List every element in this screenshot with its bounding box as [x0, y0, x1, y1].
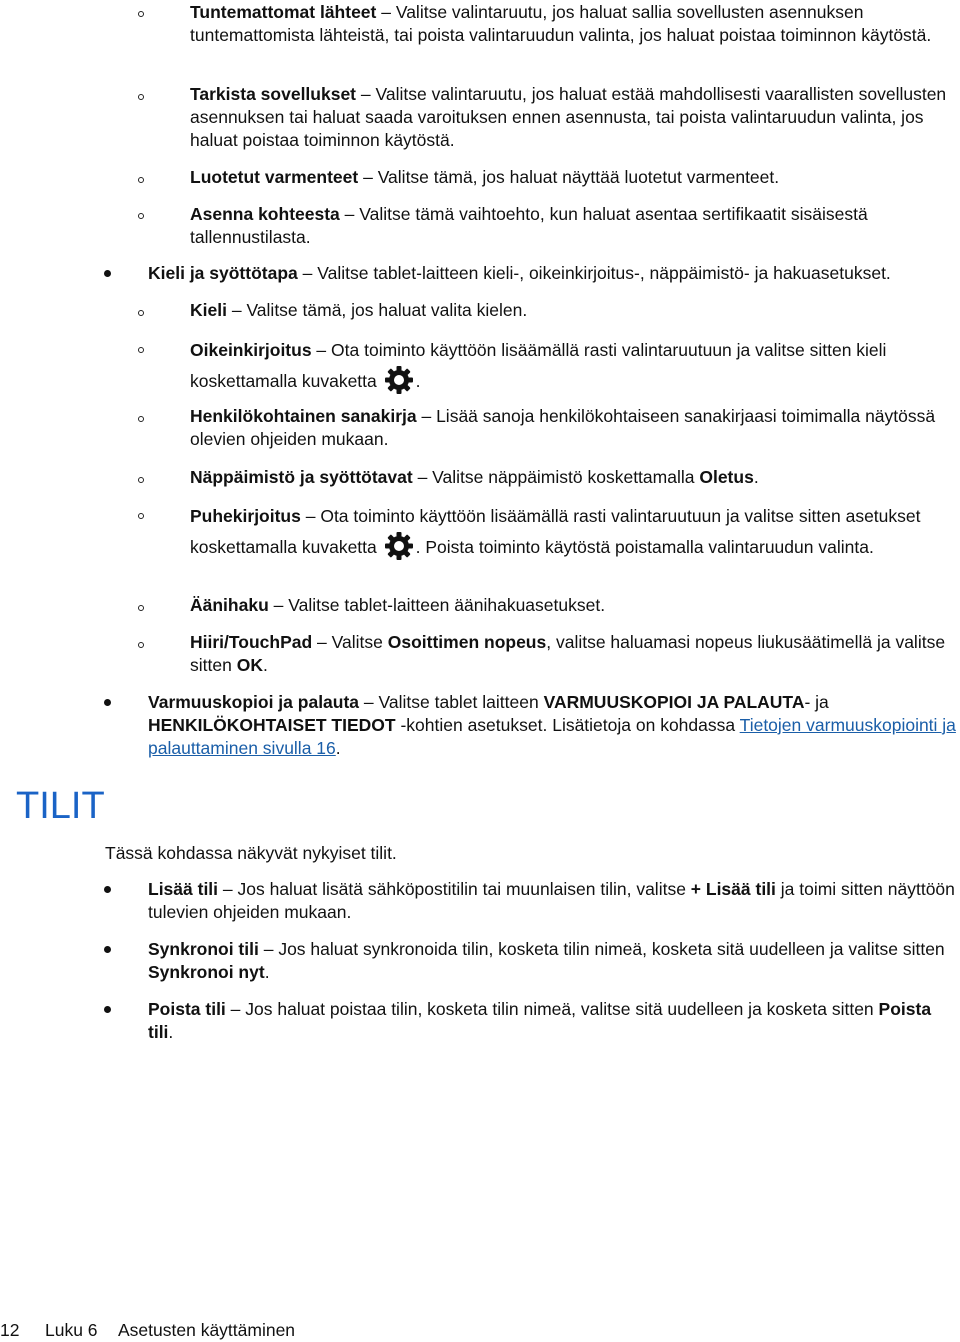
sub-bullet [138, 310, 144, 316]
sub-bullet [138, 513, 144, 519]
list-item: Tuntemattomat lähteet – Valitse valintaruutu, jos haluat sallia sovellusten asennuksen tuntemattomista lähteistä, tai poista valintaruudun valinta, jos haluat poistaa toiminnon käytöstä. [190, 2, 932, 45]
section-heading: TILIT [16, 785, 105, 827]
list-item: Oikeinkirjoitus – Ota toiminto käyttöön lisäämällä rasti valintaruutuun ja valitse sitten kieli koskettamalla kuvaketta . [190, 336, 955, 396]
bullet [104, 946, 111, 953]
list-item: Varmuuskopioi ja palauta – Valitse tablet laitteen VARMUUSKOPIOI JA PALAUTA- ja HENKILÖKOHTAISET TIEDOT -kohtien asetukset. Lisätietoja on kohdassa Tietojen varmuuskopiointi ja palauttaminen sivulla 16. [148, 692, 956, 758]
cross-reference-link[interactable]: Tietojen varmuuskopiointi ja palauttaminen sivulla 16 [148, 715, 956, 758]
list-item: Kieli – Valitse tämä, jos haluat valita kielen. [190, 300, 528, 320]
gear-icon [383, 364, 415, 396]
bullet [104, 699, 111, 706]
list-item: Äänihaku – Valitse tablet-laitteen äänihakuasetukset. [190, 595, 606, 615]
sub-bullet [138, 642, 144, 648]
list-item: Puhekirjoitus – Ota toiminto käyttöön lisäämällä rasti valintaruutuun ja valitse sitten asetukset koskettamalla kuvaketta . Poista toiminto käytöstä poistamalla valintaruudun valinta. [190, 502, 955, 562]
bullet [104, 886, 111, 893]
list-item: Lisää tili – Jos haluat lisätä sähköpostitilin tai muunlaisen tilin, valitse + Lisää tili ja toimi sitten näyttöön tulevien ohjeiden mukaan. [148, 879, 955, 922]
list-item: Henkilökohtainen sanakirja – Lisää sanoja henkilökohtaiseen sanakirjaasi toimimalla näytössä olevien ohjeiden mukaan. [190, 406, 936, 449]
chapter-title: Asetusten käyttäminen [118, 1320, 296, 1340]
list-item: Synkronoi tili – Jos haluat synkronoida tilin, kosketa tilin nimeä, kosketa sitä uudelleen ja valitse sitten Synkronoi nyt. [148, 939, 945, 982]
sub-bullet [138, 213, 144, 219]
list-item: Poista tili – Jos haluat poistaa tilin, kosketa tilin nimeä, valitse sitä uudelleen ja kosketa sitten Poista tili. [148, 999, 932, 1042]
gear-icon [383, 530, 415, 562]
list-item: Näppäimistö ja syöttötavat – Valitse näppäimistö koskettamalla Oletus. [190, 467, 759, 487]
sub-bullet [138, 605, 144, 611]
list-item: Kieli ja syöttötapa – Valitse tablet-laitteen kieli-, oikeinkirjoitus-, näppäimistö- ja hakuasetukset. [148, 263, 891, 283]
sub-bullet [138, 11, 144, 17]
bullet [104, 270, 111, 277]
list-item: Tarkista sovellukset – Valitse valintaruutu, jos haluat estää mahdollisesti vaarallisten sovellusten asennuksen tai haluat saada varoituksen ennen asennusta, tai poista valintaruudun valinta, jos haluat poistaa toiminnon käytöstä. [190, 84, 947, 150]
list-item: Hiiri/TouchPad – Valitse Osoittimen nopeus, valitse haluamasi nopeus liukusäätimellä ja valitse sitten OK. [190, 632, 946, 675]
chapter-label: Luku 6 [45, 1320, 98, 1340]
sub-bullet [138, 477, 144, 483]
list-item: Asenna kohteesta – Valitse tämä vaihtoehto, kun haluat asentaa sertifikaatit sisäisestä tallennustilasta. [190, 204, 868, 247]
sub-bullet [138, 416, 144, 422]
list-item: Luotetut varmenteet – Valitse tämä, jos haluat näyttää luotetut varmenteet. [190, 167, 780, 187]
intro-text: Tässä kohdassa näkyvät nykyiset tilit. [105, 843, 397, 863]
page-number: 12 [0, 1320, 20, 1340]
bullet [104, 1006, 111, 1013]
sub-bullet [138, 94, 144, 100]
sub-bullet [138, 347, 144, 353]
sub-bullet [138, 177, 144, 183]
